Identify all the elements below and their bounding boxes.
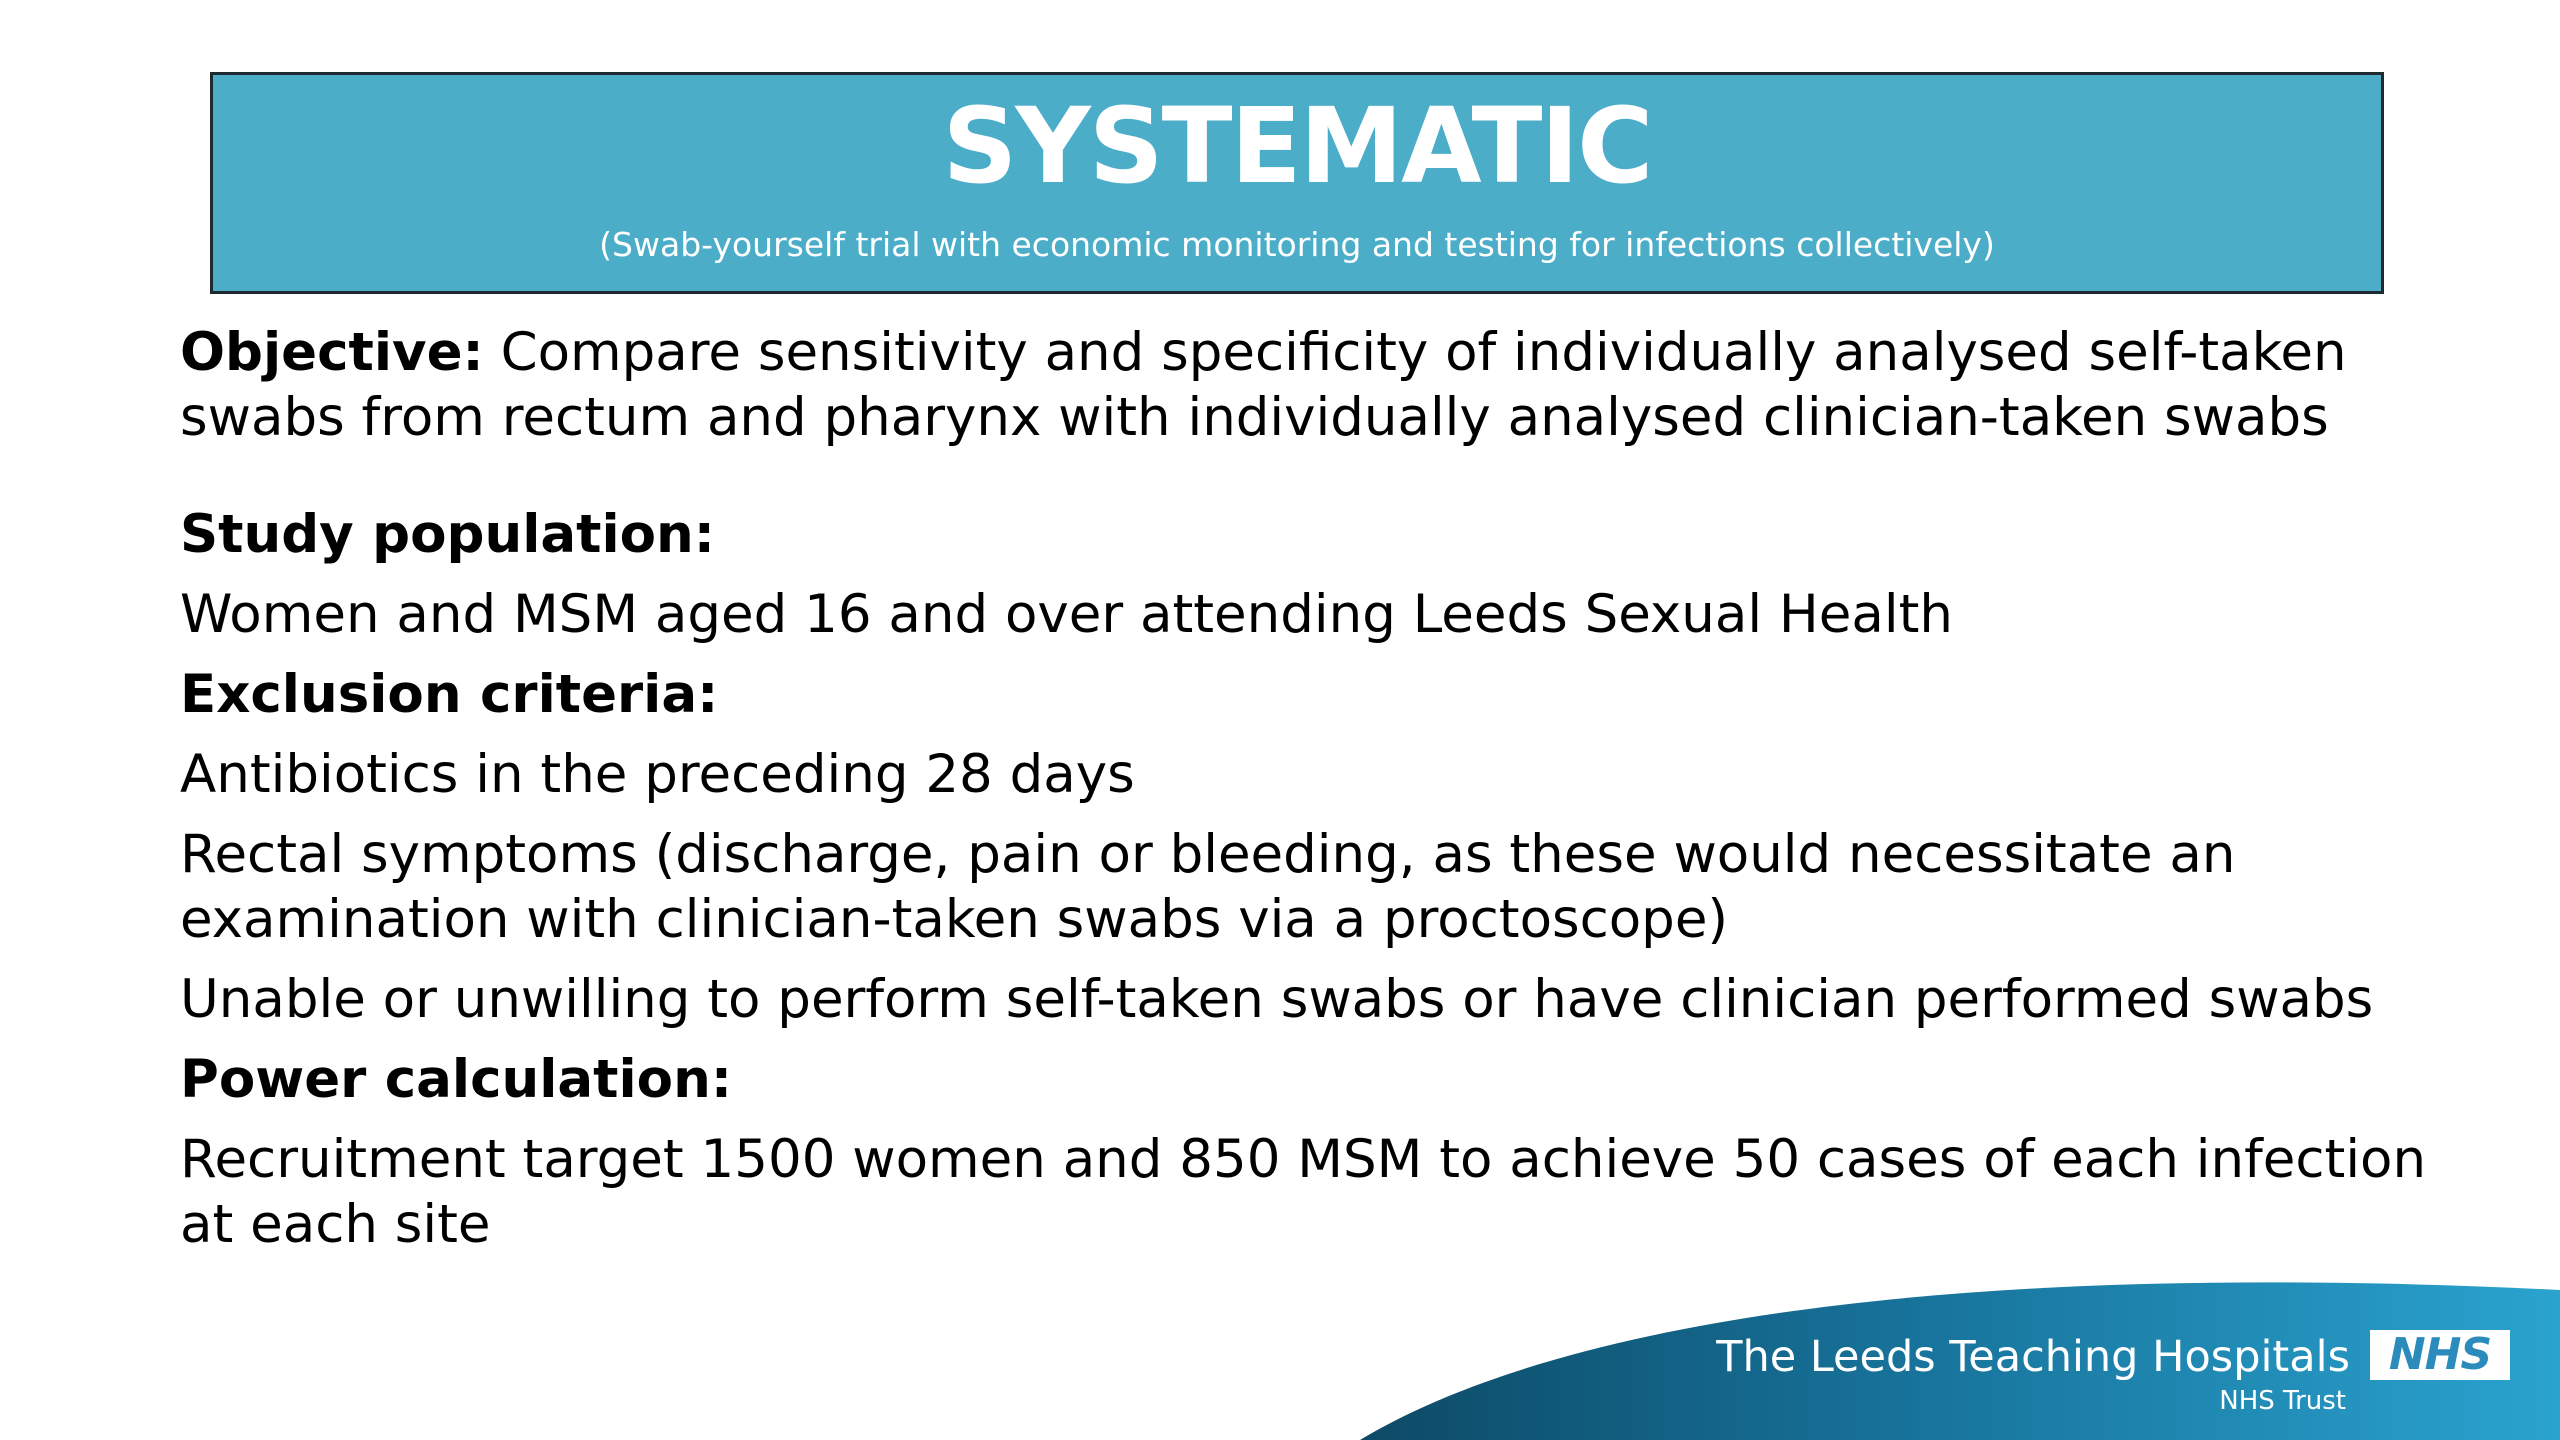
power-calculation-heading: Power calculation: [180, 1049, 733, 1110]
study-population-heading: Study population: [180, 504, 715, 565]
slide-subtitle: (Swab-yourself trial with economic monitoring and testing for infections collectively) [599, 225, 1995, 264]
exclusion-item: Antibiotics in the preceding 28 days [180, 744, 1135, 805]
objective-text: Compare sensitivity and specificity of individually analysed self-taken swabs from rectum and pharynx with individually analysed clinician-taken swabs [180, 322, 2347, 448]
title-banner [210, 72, 2384, 294]
study-population-text: Women and MSM aged 16 and over attending Leeds Sexual Health [180, 584, 1953, 645]
objective-label: Objective: [180, 322, 484, 383]
power-calculation-text: Recruitment target 1500 women and 850 MSM to achieve 50 cases of each infection at each site [180, 1129, 2427, 1255]
slide-body [180, 320, 2480, 1272]
exclusion-item: Rectal symptoms (discharge, pain or bleeding, as these would necessitate an examination with clinician-taken swabs via a proctoscope) [180, 824, 2236, 950]
slide-title: SYSTEMATIC [942, 85, 1652, 207]
footer-trust: NHS Trust [2219, 1386, 2346, 1416]
objective-paragraph [180, 320, 2480, 450]
exclusion-item: Unable or unwilling to perform self-taken swabs or have clinician performed swabs [180, 969, 2374, 1030]
footer-organisation: The Leeds Teaching Hospitals [1716, 1332, 2350, 1382]
exclusion-heading: Exclusion criteria: [180, 664, 719, 725]
nhs-logo: NHS [2370, 1330, 2510, 1380]
